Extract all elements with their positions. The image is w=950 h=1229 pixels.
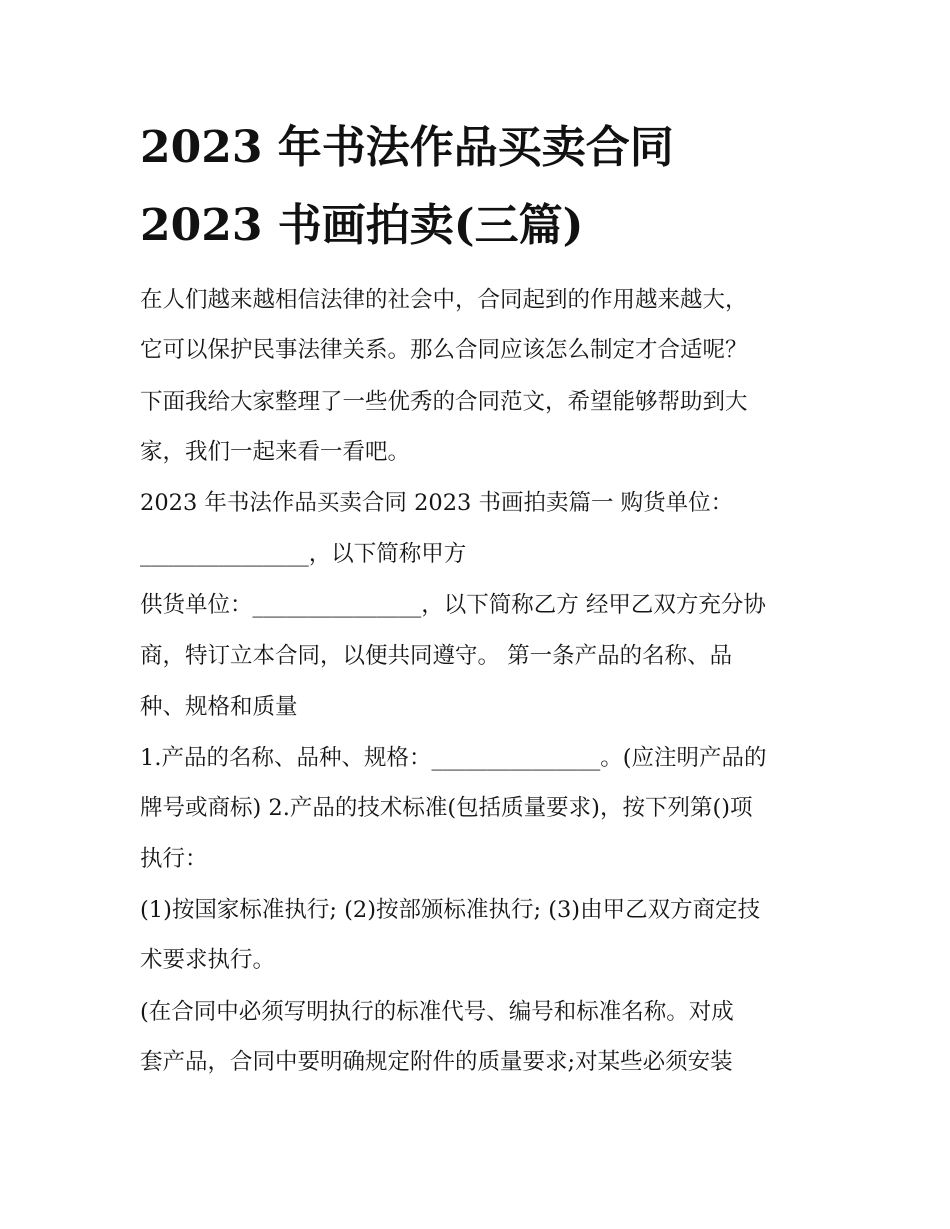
body-line-2: 它可以保护民事法律关系。那么合同应该怎么制定才合适呢？ [140, 337, 748, 363]
body-line-3: 下面我给大家整理了一些优秀的合同范文，希望能够帮助到大 [140, 389, 748, 415]
body-line-1: 在人们越来越相信法律的社会中，合同起到的作用越来越大， [140, 287, 748, 313]
document-title-line-2: 2023 书画拍卖(三篇) [140, 200, 584, 251]
body-line-6: _______________，以下简称甲方 [140, 541, 467, 567]
body-line-5: 2023 年书法作品买卖合同 2023 书画拍卖篇一 购货单位： [140, 490, 734, 516]
body-line-12: 执行： [140, 846, 208, 872]
document-title-line-1: 2023 年书法作品买卖合同 [140, 122, 674, 173]
body-line-13: (1)按国家标准执行; (2)按部颁标准执行; (3)由甲乙双方商定技 [140, 897, 761, 923]
body-line-15: (在合同中必须写明执行的标准代号、编号和标准名称。对成 [140, 999, 734, 1025]
body-line-7: 供货单位：_______________，以下简称乙方 经甲乙双方充分协 [140, 592, 766, 618]
body-line-9: 种、规格和质量 [140, 694, 298, 720]
body-line-8: 商，特订立本合同，以便共同遵守。 第一条产品的名称、品 [140, 643, 733, 669]
body-line-16: 套产品，合同中要明确规定附件的质量要求;对某些必须安装 [140, 1049, 733, 1075]
body-line-10: 1.产品的名称、品种、规格：_______________。(应注明产品的 [140, 745, 767, 771]
body-line-14: 术要求执行。 [140, 947, 276, 973]
body-line-11: 牌号或商标) 2.产品的技术标准(包括质量要求)，按下列第()项 [140, 795, 753, 821]
body-line-4: 家，我们一起来看一看吧。 [140, 439, 411, 465]
